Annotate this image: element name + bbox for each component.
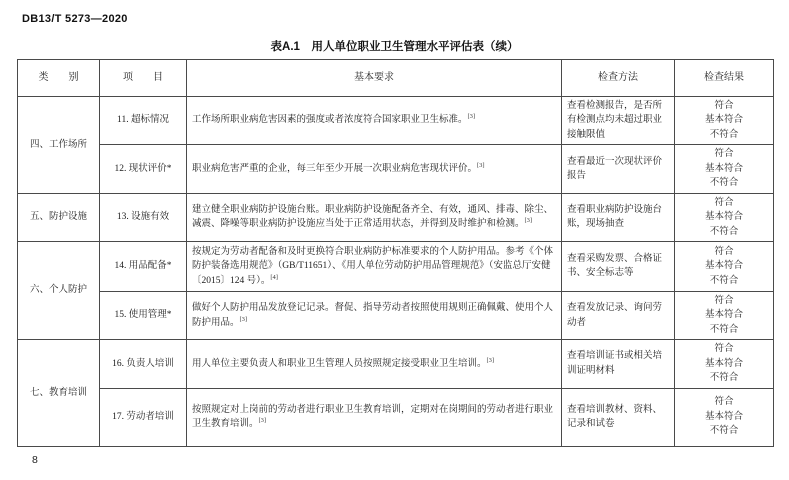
- table-row: [18, 193, 774, 241]
- result-cell: [675, 340, 774, 388]
- item-cell: 12. 现状评价*: [100, 145, 187, 193]
- result-option: 基本符合: [704, 261, 743, 272]
- table-row: [18, 145, 774, 193]
- result-option: 不符合: [709, 226, 739, 237]
- column-header-method: 检查方法: [562, 60, 675, 97]
- table-row: [18, 388, 774, 446]
- requirement-cell: [187, 340, 562, 388]
- column-header-item: 项 目: [100, 60, 187, 97]
- result-option: 基本符合: [704, 212, 743, 223]
- category-cell: 七、教育培训: [18, 340, 100, 446]
- method-cell: 查看采购发票、合格证书、安全标志等: [562, 241, 675, 291]
- result-cell: [675, 145, 774, 193]
- requirement-cell: [187, 193, 562, 241]
- method-cell: 查看培训证书或相关培训证明材料: [562, 340, 675, 388]
- document-code: DB13/T 5273—2020: [22, 13, 128, 25]
- header-row: [18, 60, 774, 97]
- item-cell: 14. 用品配备*: [100, 241, 187, 291]
- method-cell: 查看检测报告，是否所有检测点均未超过职业接触限值: [562, 97, 675, 145]
- result-option: 符合: [714, 101, 734, 111]
- result-option: 不符合: [709, 324, 739, 335]
- item-cell: 15. 使用管理*: [100, 291, 187, 339]
- footnote-superscript: [3]: [239, 315, 248, 323]
- assessment-table: [17, 59, 774, 447]
- table-row: [18, 291, 774, 339]
- footnote-superscript: [3]: [258, 416, 267, 424]
- footnote-superscript: [3]: [467, 113, 476, 121]
- result-option: 基本符合: [704, 411, 743, 422]
- result-cell: [675, 388, 774, 446]
- requirement-text: 工作场所职业病危害因素的强度或者浓度符合国家职业卫生标准。: [192, 115, 468, 126]
- requirement-cell: [187, 291, 562, 339]
- result-cell: [675, 291, 774, 339]
- requirement-text: 做好个人防护用品发放登记记录。督促、指导劳动者按照使用规则正确佩戴、使用个人防护用品。: [192, 303, 554, 328]
- result-cell: [675, 97, 774, 145]
- requirement-cell: [187, 241, 562, 291]
- result-option: 符合: [714, 149, 734, 160]
- result-option: 不符合: [709, 129, 739, 140]
- method-cell: 查看发放记录、询问劳动者: [562, 291, 675, 339]
- result-option: 不符合: [709, 426, 739, 437]
- column-header-result: 检查结果: [675, 60, 774, 97]
- method-cell: 查看职业病防护设施台账，现场抽查: [562, 193, 675, 241]
- column-header-requirement: 基本要求: [187, 60, 562, 97]
- item-cell: 11. 超标情况: [100, 97, 187, 145]
- item-cell: 17. 劳动者培训: [100, 388, 187, 446]
- result-cell: [675, 193, 774, 241]
- result-option: 不符合: [709, 178, 739, 189]
- result-option: 符合: [714, 246, 734, 257]
- category-cell: 六、个人防护: [18, 241, 100, 339]
- category-cell: 四、工作场所: [18, 97, 100, 194]
- footnote-superscript: [4]: [270, 273, 278, 281]
- requirement-cell: [187, 388, 562, 446]
- result-option: 符合: [714, 295, 734, 306]
- method-cell: 查看最近一次现状评价报告: [562, 145, 675, 193]
- result-option: 符合: [714, 197, 734, 208]
- item-cell: 16. 负责人培训: [100, 340, 187, 388]
- table-title: 表A.1 用人单位职业卫生管理水平评估表（续）: [270, 41, 519, 53]
- requirement-text: 建立健全职业病防护设施台账。职业病防护设施配备齐全、有效，通风、排毒、除尘、减震、降噪等职业病防护设施应当处于正常适用状态，并得到及时维护和检测。: [192, 204, 554, 230]
- requirement-text: 按规定为劳动者配备和及时更换符合职业病防护标准要求的个人防护用品。参考《个体防护装备选用规范》（GB/T11651）、《用人单位劳动防护用品管理规范》（安监总厅安健〔2015〕124 号）。: [192, 246, 554, 286]
- footnote-superscript: [3]: [477, 161, 485, 169]
- page-number: 8: [32, 454, 38, 466]
- requirement-cell: [187, 145, 562, 193]
- column-header-category: 类 别: [18, 60, 100, 97]
- footnote-superscript: [3]: [524, 217, 533, 225]
- method-cell: 查看培训教材、资料、记录和试卷: [562, 388, 675, 446]
- table-row: [18, 241, 774, 291]
- requirement-text: 职业病危害严重的企业，每三年至少开展一次职业病危害现状评价。: [192, 163, 478, 174]
- result-cell: [675, 241, 774, 291]
- result-option: 基本符合: [704, 358, 743, 369]
- item-cell: 13. 设施有效: [100, 193, 187, 241]
- result-option: 不符合: [709, 373, 739, 384]
- requirement-text: 按照规定对上岗前的劳动者进行职业卫生教育培训，定期对在岗期间的劳动者进行职业卫生教育培训。: [192, 404, 554, 430]
- result-option: 基本符合: [704, 163, 743, 174]
- result-option: 基本符合: [704, 310, 743, 321]
- requirement-cell: [187, 97, 562, 145]
- table-row: [18, 340, 774, 388]
- result-option: 符合: [714, 344, 734, 355]
- result-option: 基本符合: [704, 115, 743, 126]
- requirement-text: 用人单位主要负责人和职业卫生管理人员按照规定接受职业卫生培训。: [192, 358, 487, 369]
- table-row: [18, 97, 774, 145]
- result-option: 符合: [714, 397, 734, 408]
- category-cell: 五、防护设施: [18, 193, 100, 241]
- result-option: 不符合: [709, 275, 739, 286]
- footnote-superscript: [3]: [486, 356, 495, 364]
